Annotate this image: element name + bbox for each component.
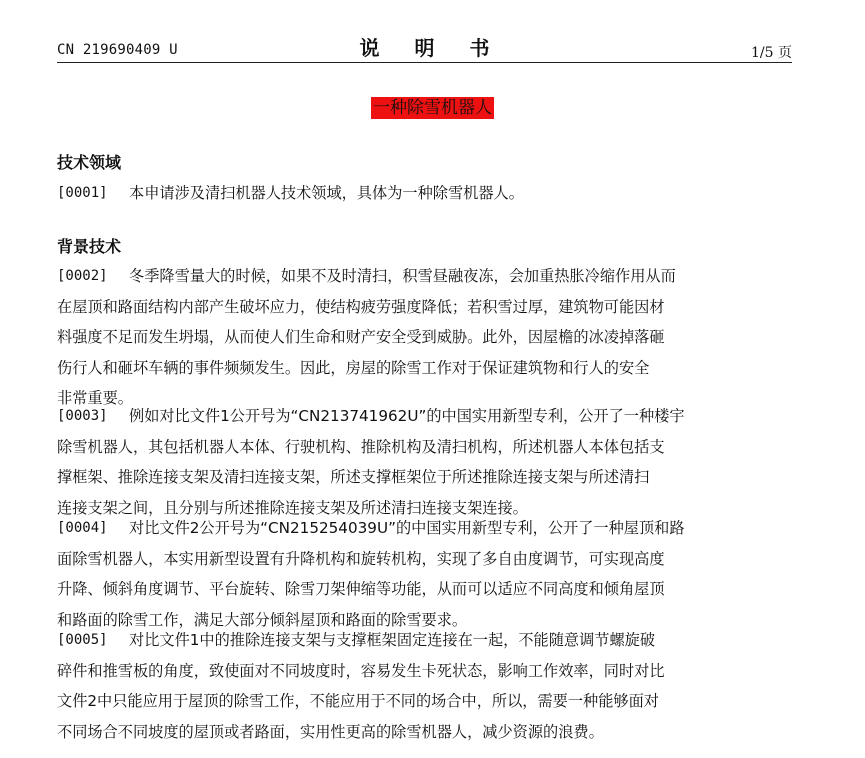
document-type: 说 明 书: [359, 36, 504, 60]
paragraph-line: 文件2中只能应用于屋顶的除雪工作，不能应用于不同的场合中，所以，需要一种能够面对: [57, 692, 659, 710]
paragraph-line: 碎件和推雪板的角度，致使面对不同坡度时，容易发生卡死状态，影响工作效率，同时对比: [57, 661, 665, 680]
paragraph-number: [0005]: [57, 632, 108, 648]
paragraph-line: 面除雪机器人，本实用新型设置有升降机构和旋转机构，实现了多自由度调节，可实现高度: [57, 549, 665, 568]
paragraph-0004: [57, 513, 792, 635]
paragraph-line: 对比文件1中的推除连接支架与支撑框架固定连接在一起，不能随意调节螺旋破: [129, 631, 656, 649]
paragraph-0005: [57, 625, 792, 747]
invention-title: 一种除雪机器人: [373, 98, 492, 118]
paragraph-0002: [57, 261, 792, 414]
section-heading-technical-field: 技术领域: [57, 153, 122, 172]
paragraph-line: 和路面的除雪工作，满足大部分倾斜屋顶和路面的除雪要求。: [57, 610, 468, 629]
paragraph-number: [0003]: [57, 408, 108, 424]
paragraph-0001: [57, 178, 792, 209]
title-container: [0, 97, 865, 119]
paragraph-line: 料强度不足而发生坍塌，从而使人们生命和财产安全受到威胁。此外，因屋檐的冰凌掉落砸: [57, 328, 665, 346]
paragraph-line: 不同场合不同坡度的屋顶或者路面，实用性更高的除雪机器人，减少资源的浪费。: [57, 722, 604, 741]
section-heading-background: 背景技术: [57, 237, 122, 256]
paragraph-line: 连接支架之间，且分别与所述推除连接支架及所述清扫连接支架连接。: [57, 498, 528, 517]
publication-number: CN 219690409 U: [57, 42, 178, 58]
paragraph-line: 例如对比文件1公开号为“CN213741962U”的中国实用新型专利，公开了一种楼宇: [129, 407, 685, 425]
page-header: [57, 30, 792, 64]
paragraph-line: 伤行人和砸坏车辆的事件频频发生。因此，房屋的除雪工作对于保证建筑物和行人的安全: [57, 358, 650, 377]
paragraph-0003: [57, 401, 792, 523]
paragraph-line: 在屋顶和路面结构内部产生破坏应力，使结构疲劳强度降低；若积雪过厚，建筑物可能因材: [57, 297, 665, 316]
paragraph-line: 除雪机器人，其包括机器人本体、行驶机构、推除机构及清扫机构，所述机器人本体包括支: [57, 437, 665, 456]
paragraph-line: 冬季降雪量大的时候，如果不及时清扫，积雪昼融夜冻，会加重热胀冷缩作用从而: [129, 267, 676, 285]
paragraph-line: 升降、倾斜角度调节、平台旋转、除雪刀架伸缩等功能，从而可以适应不同高度和倾角屋顶: [57, 580, 665, 598]
page-indicator: 1/5 页: [751, 45, 792, 61]
paragraph-line: 非常重要。: [57, 389, 133, 407]
paragraph-line: 对比文件2公开号为“CN215254039U”的中国实用新型专利，公开了一种屋顶和路: [129, 519, 685, 537]
paragraph-line: 撑框架、推除连接支架及清扫连接支架，所述支撑框架位于所述推除连接支架与所述清扫: [57, 468, 650, 486]
header-divider: [57, 62, 792, 63]
paragraph-number: [0002]: [57, 268, 108, 284]
paragraph-line: 本申请涉及清扫机器人技术领域，具体为一种除雪机器人。: [129, 184, 524, 202]
paragraph-number: [0001]: [57, 185, 108, 201]
paragraph-number: [0004]: [57, 520, 108, 536]
